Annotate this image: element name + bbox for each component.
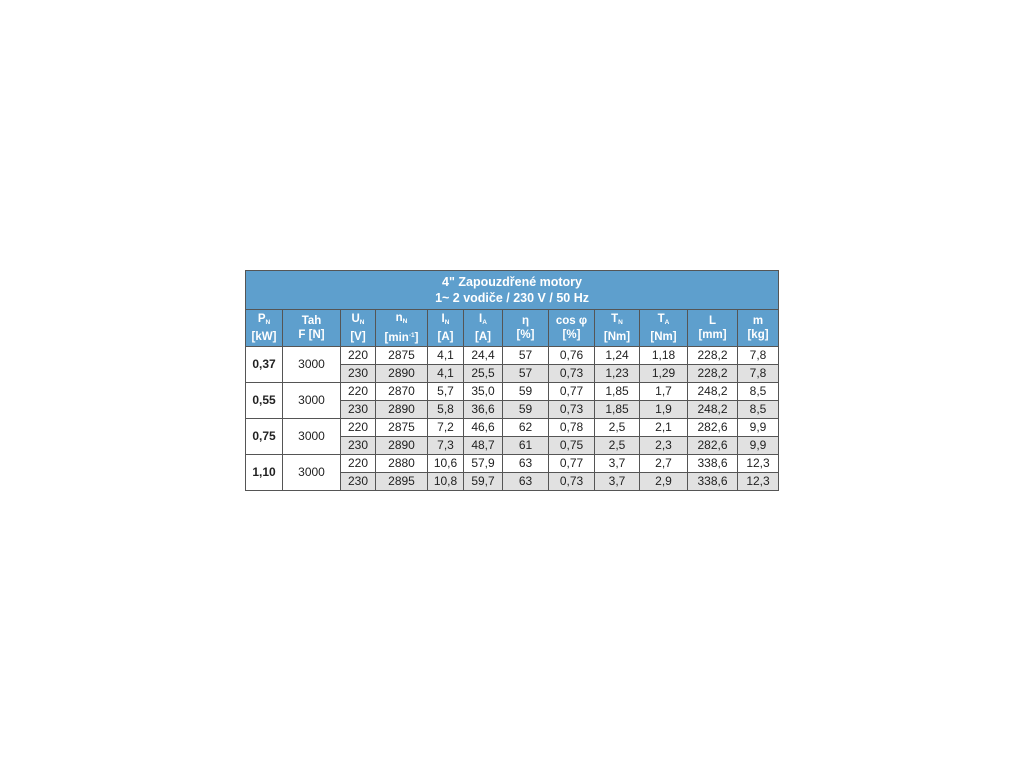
column-header-speed [376, 310, 428, 347]
cell-power-factor: 0,73 [549, 365, 595, 383]
column-header-starting-current [464, 310, 503, 347]
cell-speed: 2890 [376, 401, 428, 419]
cell-starting-current: 25,5 [464, 365, 503, 383]
cell-speed: 2895 [376, 473, 428, 491]
cell-starting-current: 24,4 [464, 347, 503, 365]
cell-efficiency: 63 [503, 473, 549, 491]
cell-power: 0,75 [246, 419, 283, 455]
cell-power-factor: 0,78 [549, 419, 595, 437]
column-header-symbol: $I_N$ [441, 313, 450, 326]
cell-power-factor: 0,73 [549, 401, 595, 419]
cell-voltage: 230 [341, 401, 376, 419]
cell-efficiency: 57 [503, 365, 549, 383]
cell-thrust: 3000 [283, 455, 341, 491]
column-header-rated-torque [595, 310, 640, 347]
cell-mass: 7,8 [738, 347, 779, 365]
cell-efficiency: 59 [503, 401, 549, 419]
cell-starting-torque: 2,7 [640, 455, 688, 473]
column-header-symbol: $n_N$ [395, 312, 408, 325]
column-header-unit: $[\min^{-1}]$ [384, 332, 419, 344]
column-header-symbol: cos φ [555, 315, 588, 327]
cell-rated-current: 4,1 [428, 347, 464, 365]
cell-starting-torque: 1,9 [640, 401, 688, 419]
column-header-starting-torque [640, 310, 688, 347]
column-header-mass [738, 310, 779, 347]
cell-efficiency: 62 [503, 419, 549, 437]
cell-starting-current: 35,0 [464, 383, 503, 401]
cell-rated-current: 4,1 [428, 365, 464, 383]
cell-power: 1,10 [246, 455, 283, 491]
cell-efficiency: 59 [503, 383, 549, 401]
cell-voltage: 220 [341, 383, 376, 401]
cell-rated-torque: 3,7 [595, 455, 640, 473]
column-header-unit: [%] [562, 329, 581, 341]
cell-length: 228,2 [688, 365, 738, 383]
cell-thrust: 3000 [283, 383, 341, 419]
cell-voltage: 230 [341, 437, 376, 455]
cell-speed: 2890 [376, 365, 428, 383]
cell-thrust: 3000 [283, 419, 341, 455]
cell-rated-current: 5,8 [428, 401, 464, 419]
cell-power-factor: 0,75 [549, 437, 595, 455]
cell-speed: 2890 [376, 437, 428, 455]
cell-speed: 2875 [376, 347, 428, 365]
cell-rated-current: 10,8 [428, 473, 464, 491]
cell-power-factor: 0,77 [549, 383, 595, 401]
cell-rated-torque: 1,85 [595, 401, 640, 419]
cell-thrust: 3000 [283, 347, 341, 383]
cell-rated-torque: 1,85 [595, 383, 640, 401]
cell-rated-current: 10,6 [428, 455, 464, 473]
cell-mass: 12,3 [738, 455, 779, 473]
cell-rated-torque: 1,24 [595, 347, 640, 365]
column-header-unit: [A] [437, 331, 454, 343]
cell-rated-torque: 1,23 [595, 365, 640, 383]
cell-mass: 9,9 [738, 437, 779, 455]
cell-length: 228,2 [688, 347, 738, 365]
cell-starting-current: 57,9 [464, 455, 503, 473]
column-header-power [246, 310, 283, 347]
cell-voltage: 220 [341, 347, 376, 365]
table-title [246, 271, 779, 310]
cell-power: 0,37 [246, 347, 283, 383]
column-header-unit: [kW] [251, 331, 277, 343]
column-header-symbol: L [708, 315, 717, 327]
column-header-symbol: Tah [301, 315, 322, 327]
cell-length: 282,6 [688, 419, 738, 437]
table-title-line-2: 1~ 2 vodiče / 230 V / 50 Hz [435, 291, 589, 305]
cell-starting-current: 48,7 [464, 437, 503, 455]
cell-efficiency: 63 [503, 455, 549, 473]
column-header-unit: [Nm] [603, 331, 631, 343]
cell-power-factor: 0,76 [549, 347, 595, 365]
cell-speed: 2880 [376, 455, 428, 473]
cell-length: 248,2 [688, 401, 738, 419]
motor-spec-table [245, 270, 779, 491]
cell-voltage: 220 [341, 455, 376, 473]
column-header-unit: F [N] [298, 329, 325, 341]
column-header-voltage [341, 310, 376, 347]
cell-rated-torque: 3,7 [595, 473, 640, 491]
cell-starting-torque: 2,1 [640, 419, 688, 437]
cell-length: 338,6 [688, 455, 738, 473]
column-header-symbol: m [752, 315, 764, 327]
cell-length: 248,2 [688, 383, 738, 401]
cell-efficiency: 61 [503, 437, 549, 455]
column-header-symbol: $I_A$ [479, 313, 487, 326]
cell-starting-torque: 2,9 [640, 473, 688, 491]
column-header-unit: [kg] [747, 329, 769, 341]
cell-rated-current: 7,2 [428, 419, 464, 437]
cell-starting-torque: 1,29 [640, 365, 688, 383]
cell-length: 338,6 [688, 473, 738, 491]
column-header-symbol: $T_N$ [611, 313, 623, 326]
cell-starting-current: 59,7 [464, 473, 503, 491]
cell-mass: 8,5 [738, 383, 779, 401]
table-row [246, 419, 779, 437]
cell-power: 0,55 [246, 383, 283, 419]
table-body [246, 347, 779, 491]
cell-voltage: 230 [341, 365, 376, 383]
column-header-length [688, 310, 738, 347]
cell-starting-current: 46,6 [464, 419, 503, 437]
cell-speed: 2870 [376, 383, 428, 401]
column-header-symbol: $U_N$ [351, 313, 365, 326]
cell-starting-current: 36,6 [464, 401, 503, 419]
cell-rated-torque: 2,5 [595, 419, 640, 437]
motor-spec-sheet [245, 270, 778, 491]
column-header-unit: [A] [475, 331, 491, 343]
cell-starting-torque: 2,3 [640, 437, 688, 455]
cell-starting-torque: 1,7 [640, 383, 688, 401]
cell-mass: 8,5 [738, 401, 779, 419]
column-header-unit: [mm] [698, 329, 727, 341]
column-header-symbol: $P_N$ [257, 313, 271, 326]
column-header-thrust [283, 310, 341, 347]
column-header-row [246, 310, 779, 347]
column-header-unit: [V] [350, 331, 366, 343]
table-row [246, 347, 779, 365]
cell-power-factor: 0,77 [549, 455, 595, 473]
table-row [246, 383, 779, 401]
cell-mass: 12,3 [738, 473, 779, 491]
column-header-power-factor [549, 310, 595, 347]
cell-rated-torque: 2,5 [595, 437, 640, 455]
cell-voltage: 220 [341, 419, 376, 437]
column-header-efficiency [503, 310, 549, 347]
cell-rated-current: 7,3 [428, 437, 464, 455]
column-header-symbol: η [521, 315, 530, 327]
column-header-unit: [%] [516, 329, 535, 341]
cell-mass: 9,9 [738, 419, 779, 437]
cell-mass: 7,8 [738, 365, 779, 383]
cell-voltage: 230 [341, 473, 376, 491]
column-header-symbol: $T_A$ [657, 313, 670, 326]
cell-power-factor: 0,73 [549, 473, 595, 491]
cell-starting-torque: 1,18 [640, 347, 688, 365]
cell-speed: 2875 [376, 419, 428, 437]
table-title-line-1: 4" Zapouzdřené motory [442, 275, 582, 289]
cell-length: 282,6 [688, 437, 738, 455]
cell-efficiency: 57 [503, 347, 549, 365]
table-row [246, 455, 779, 473]
cell-rated-current: 5,7 [428, 383, 464, 401]
column-header-rated-current [428, 310, 464, 347]
column-header-unit: [Nm] [650, 331, 677, 343]
